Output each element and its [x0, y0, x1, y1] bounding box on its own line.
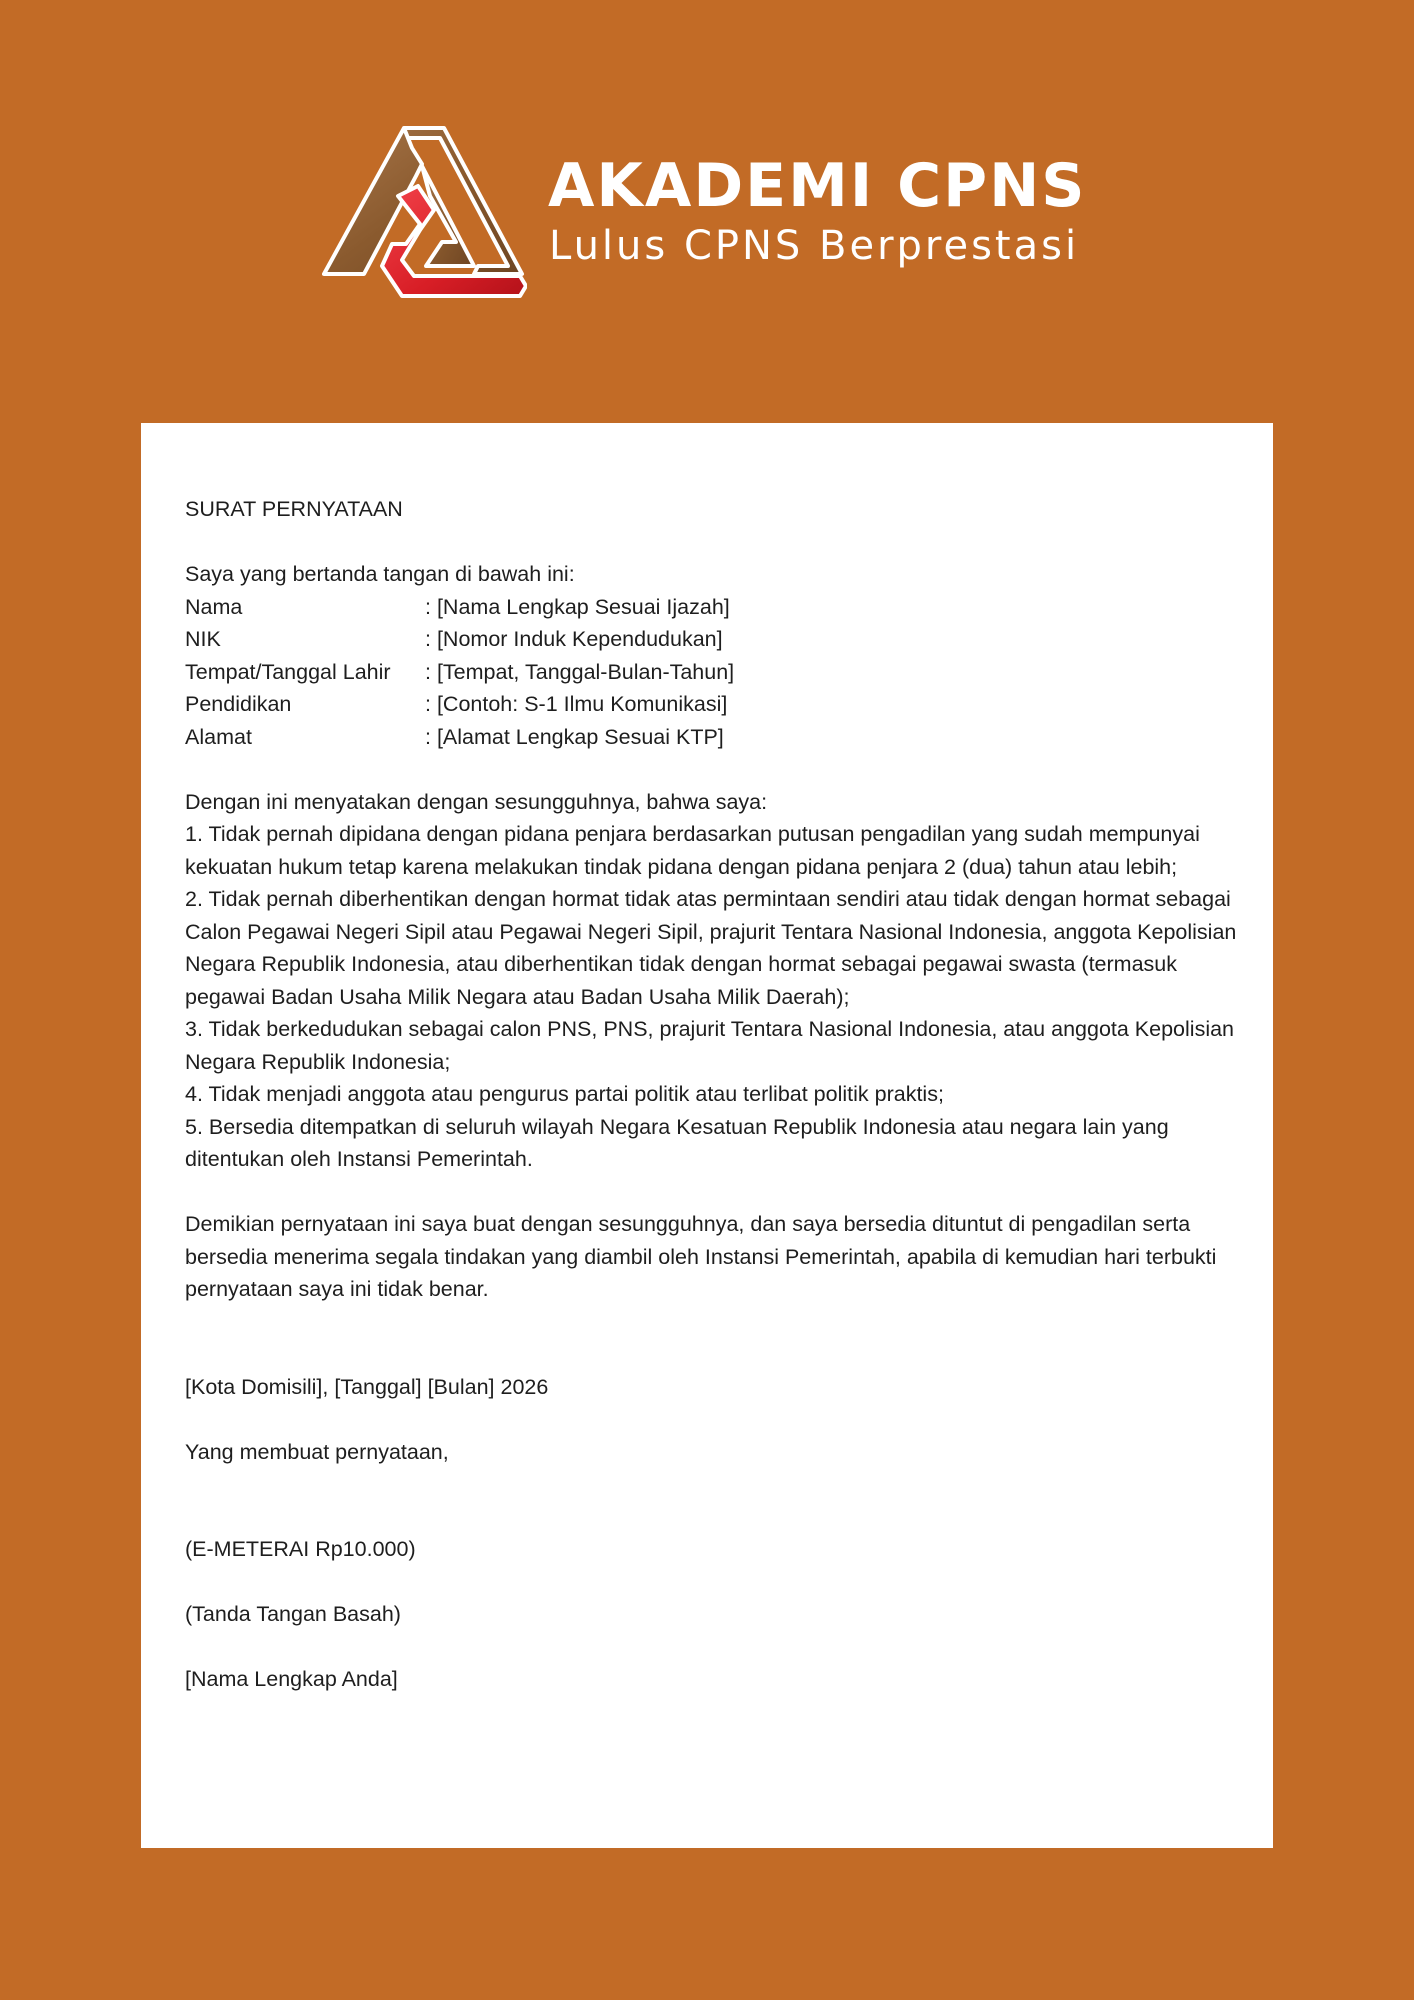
- document-paper: [141, 423, 1273, 1848]
- signature-placeholder: (Tanda Tangan Basah): [185, 1602, 401, 1626]
- field-label: Alamat: [185, 724, 252, 749]
- brand-title: AKADEMI CPNS: [548, 151, 1087, 221]
- field-value: : [Nomor Induk Kependudukan]: [425, 627, 723, 651]
- field-row-ttl: [185, 656, 1245, 689]
- field-value: : [Contoh: S-1 Ilmu Komunikasi]: [425, 692, 728, 716]
- field-label: NIK: [185, 627, 221, 651]
- closing-paragraph: Demikian pernyataan ini saya buat dengan sesungguhnya, dan saya bersedia dituntut di pengadilan serta bersedia menerima segala tindakan yang diambil oleh Instansi Pemerintah, apabila di kemudian hari terbukti pernyataan saya ini tidak benar.: [185, 1212, 1217, 1301]
- stamp-placeholder: (E-METERAI Rp10.000): [185, 1537, 416, 1561]
- statement-item-5: 5. Bersedia ditempatkan di seluruh wilayah Negara Kesatuan Republik Indonesia atau negara lain yang ditentukan oleh Instansi Pemerintah.: [185, 1114, 1169, 1171]
- statement-item-3: 3. Tidak berkedudukan sebagai calon PNS, PNS, prajurit Tentara Nasional Indonesia, atau anggota Kepolisian Negara Republik Indonesia;: [185, 1017, 1235, 1074]
- field-row-alamat: [185, 721, 1245, 754]
- statement-intro: Dengan ini menyatakan dengan sesungguhnya, bahwa saya:: [185, 789, 768, 814]
- field-label: Pendidikan: [185, 692, 292, 716]
- statement-item-1: 1. Tidak pernah dipidana dengan pidana penjara berdasarkan putusan pengadilan yang sudah mempunyai kekuatan hukum tetap karena melakukan tindak pidana dengan pidana penjara 2 (dua) tahun atau lebih;: [185, 822, 1200, 879]
- field-value: : [Alamat Lengkap Sesuai KTP]: [425, 724, 724, 749]
- intro-text: Saya yang bertanda tangan di bawah ini:: [185, 562, 575, 586]
- field-row-nama: [185, 591, 1245, 624]
- statement-item-2: 2. Tidak pernah diberhentikan dengan hormat tidak atas permintaan sendiri atau tidak dengan hormat sebagai Calon Pegawai Negeri Sipil atau Pegawai Negeri Sipil, prajurit Tentara Nasional Indonesia, anggota Kepolisian Negara Republik Indonesia, atau diberhentikan tidak dengan hormat sebagai pegawai swasta (termasuk pegawai Badan Usaha Milik Negara atau Badan Usaha Milik Daerah);: [185, 887, 1237, 1009]
- signer-name: [Nama Lengkap Anda]: [185, 1667, 398, 1691]
- field-label: Tempat/Tanggal Lahir: [185, 659, 391, 684]
- brand-tagline: Lulus CPNS Berprestasi: [549, 223, 1080, 269]
- document-title: SURAT PERNYATAAN: [185, 497, 403, 521]
- brand-header: [322, 126, 1102, 316]
- field-row-nik: [185, 623, 1245, 656]
- statement-letter: [185, 493, 1245, 1696]
- field-row-pendidikan: [185, 688, 1245, 721]
- signer-label: Yang membuat pernyataan,: [185, 1439, 449, 1464]
- field-value: : [Nama Lengkap Sesuai Ijazah]: [425, 594, 730, 619]
- akademi-cpns-logo-icon: [322, 126, 527, 316]
- place-date: [Kota Domisili], [Tanggal] [Bulan] 2026: [185, 1374, 549, 1399]
- field-value: : [Tempat, Tanggal-Bulan-Tahun]: [425, 659, 735, 684]
- statement-item-4: 4. Tidak menjadi anggota atau pengurus partai politik atau terlibat politik praktis;: [185, 1082, 944, 1106]
- field-label: Nama: [185, 594, 243, 619]
